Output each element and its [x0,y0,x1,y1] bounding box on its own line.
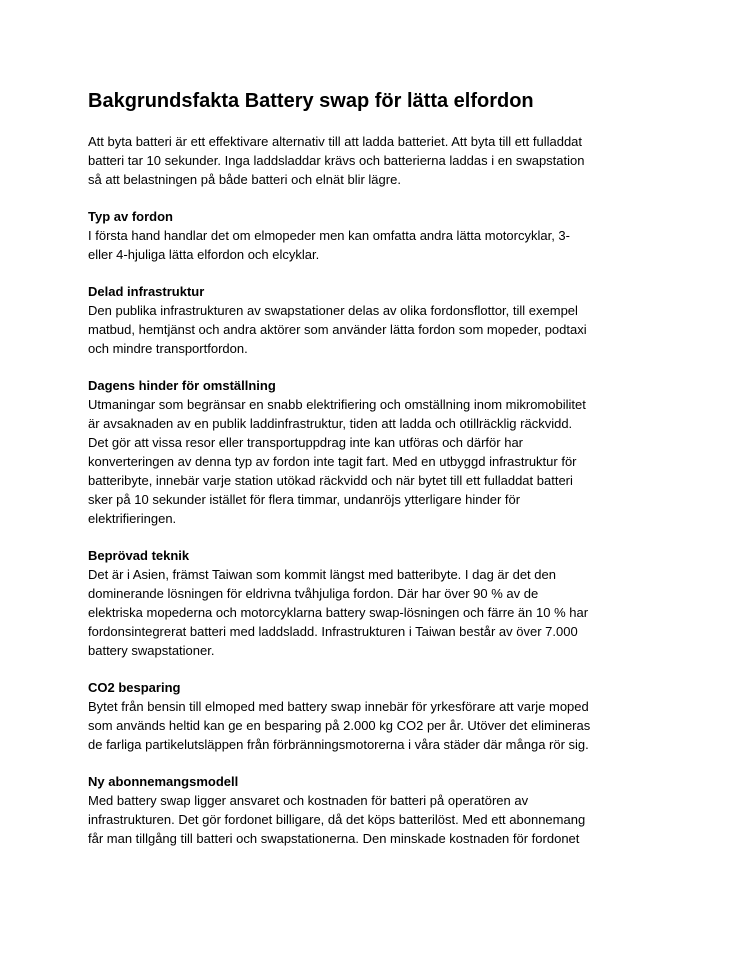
section-line: konverteringen av denna typ av fordon inte tagit fart. Med en utbyggd infrastruktur för [88,454,577,469]
section-line: matbud, hemtjänst och andra aktörer som använder lätta fordon som mopeder, podtaxi [88,322,587,337]
section-line: Det gör att vissa resor eller transportuppdrag inte kan utföras och därför har [88,435,523,450]
document-page [88,88,660,848]
section-line: I första hand handlar det om elmopeder men kan omfatta andra lätta motorcyklar, 3- [88,228,570,243]
section-beprovad-teknik [88,546,660,660]
section-line: elektriska mopederna och motorcyklarna battery swap-lösningen och färre än 10 % har [88,605,589,620]
section-line: Det är i Asien, främst Taiwan som kommit längst med batteribyte. I dag är det den [88,567,556,582]
section-heading: Ny abonnemangsmodell [88,774,239,789]
section-line: är avsaknaden av en publik laddinfrastruktur, tiden att ladda och otillräcklig räckvidd. [88,416,573,431]
section-line: battery swapstationer. [88,643,215,658]
section-line: elektrifieringen. [88,511,177,526]
section-line: dominerande lösningen för eldrivna tvåhjuliga fordon. Där har över 90 % av de [88,586,539,601]
section-line: de farliga partikelutsläppen från förbränningsmotorerna i våra städer där många rör sig. [88,737,589,752]
section-heading: CO2 besparing [88,680,181,695]
section-heading: Delad infrastruktur [88,284,205,299]
section-line: eller 4-hjuliga lätta elfordon och elcyklar. [88,247,320,262]
intro-line: så att belastningen på både batteri och elnät blir lägre. [88,172,401,187]
section-line: Med battery swap ligger ansvaret och kostnaden för batteri på operatören av [88,793,529,808]
intro-line: Att byta batteri är ett effektivare alternativ till att ladda batteriet. Att byta till ett fulladdat [88,134,583,149]
section-typ-av-fordon [88,207,660,264]
section-heading: Typ av fordon [88,209,173,224]
section-line: batteribyte, innebär varje station utökad räckvidd och när bytet till ett fulladdat batteri [88,473,573,488]
section-line: infrastrukturen. Det gör fordonet billigare, då det köps batterilöst. Med ett abonnemang [88,812,586,827]
section-line: Den publika infrastrukturen av swapstationer delas av olika fordonsflottor, till exempel [88,303,578,318]
intro-paragraph [88,132,660,189]
section-line: som används heltid kan ge en besparing på 2.000 kg CO2 per år. Utöver det elimineras [88,718,591,733]
section-co2-besparing [88,678,660,754]
section-line: fordonsintegrerat batteri med laddsladd. Infrastrukturen i Taiwan består av över 7.000 [88,624,578,639]
intro-line: batteri tar 10 sekunder. Inga laddsladdar krävs och batterierna laddas i en swapstation [88,153,585,168]
section-line: Utmaningar som begränsar en snabb elektrifiering och omställning inom mikromobilitet [88,397,586,412]
document-title: Bakgrundsfakta Battery swap för lätta elfordon [88,90,534,112]
section-line: sker på 10 sekunder istället för flera timmar, undanröjs ytterligare hinder för [88,492,521,507]
section-heading: Beprövad teknik [88,548,190,563]
section-line: får man tillgång till batteri och swapstationerna. Den minskade kostnaden för fordonet [88,831,580,846]
section-dagens-hinder [88,376,660,528]
section-line: och mindre transportfordon. [88,341,248,356]
section-line: Bytet från bensin till elmoped med battery swap innebär för yrkesförare att varje moped [88,699,589,714]
section-delad-infrastruktur [88,282,660,358]
section-heading: Dagens hinder för omställning [88,378,276,393]
section-ny-abonnemangsmodell [88,772,660,848]
